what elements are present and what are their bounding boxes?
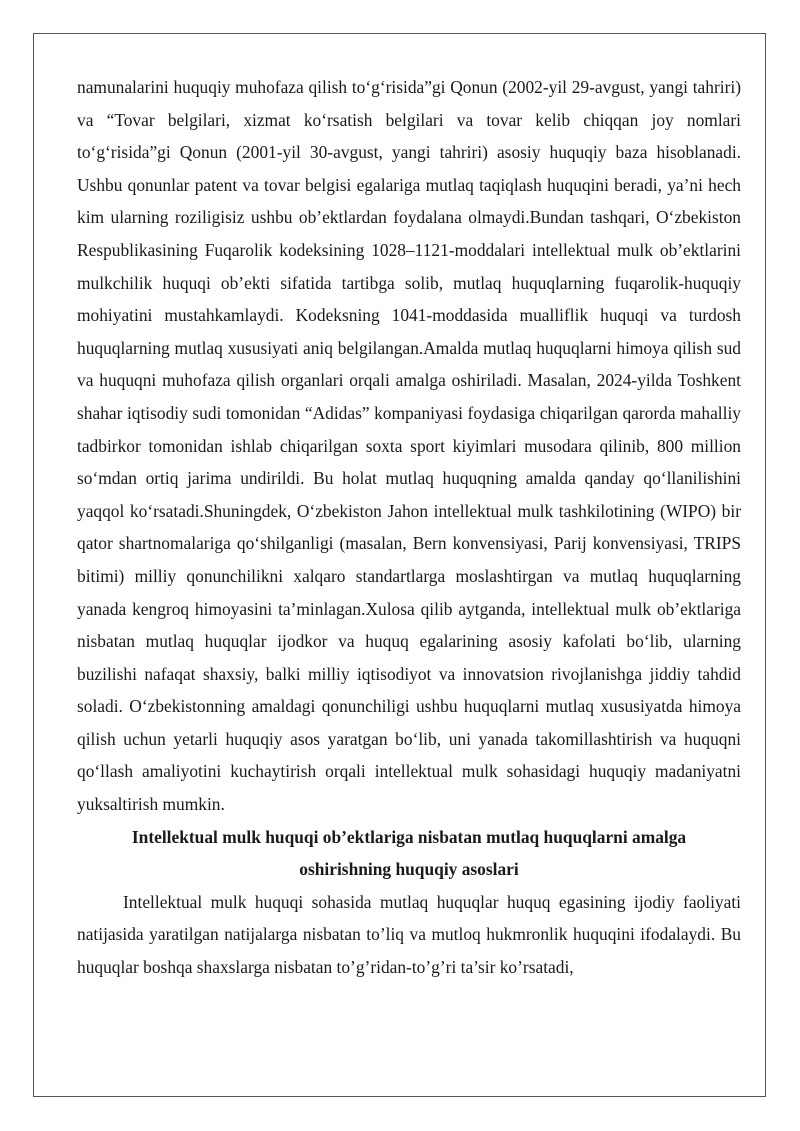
body-paragraph: Intellektual mulk huquqi sohasida mutlaq huquqlar huquq egasining ijodiy faoliyati natijasida yaratilgan natijalarga nisbatan to’liq va mutloq hukmronlik huquqini ifodalaydi. Bu huquqlar boshqa shaxslarga nisbatan to’g’ridan-to’g’ri ta’sir ko’rsatadi,	[77, 891, 741, 978]
body-paragraph: namunalarini huquqiy muhofaza qilish to‘g‘risida”gi Qonun (2002-yil 29-avgust, yangi tahriri) va “Tovar belgilari, xizmat ko‘rsatish belgilari va tovar kelib chiqqan joy nomlari to‘g‘risida”gi Qonun (2001-yil 30-avgust, yangi tahriri) asosiy huquqiy baza hisoblanadi. Ushbu qonunlar patent va tovar belgisi egalariga mutlaq taqiqlash huquqini beradi, ya’ni hech kim ularning roziligisiz ushbu ob’ektlardan foydalana olmaydi.Bundan tashqari, O‘zbekiston Respublikasining Fuqarolik kodeksining 1028–1121-moddalari intellektual mulk ob’ektlarini mulkchilik huquqi ob’ekti sifatida tartibga solib, mutlaq huquqlarning fuqarolik-huquqiy mohiyatini mustahkamlaydi. Kodeksning 1041-moddasida mualliflik huquqi va turdosh huquqlarning mutlaq xususiyati aniq belgilangan.Amalda mutlaq huquqlarni himoya qilish sud va huquqni muhofaza qilish organlari orqali amalga oshiriladi. Masalan, 2024-yilda Toshkent shahar iqtisodiy sudi tomonidan “Adidas” kompaniyasi foydasiga chiqarilgan qarorda mahalliy tadbirkor tomonidan ishlab chiqarilgan soxta sport kiyimlari musodara qilinib, 800 million so‘mdan ortiq jarima undirildi. Bu holat mutlaq huquqning amalda qanday qo‘llanilishini yaqqol ko‘rsatadi.Shuningdek, O‘zbekiston Jahon intellektual mulk tashkilotining (WIPO) bir qator shartnomalariga qo‘shilganligi (masalan, Bern konvensiyasi, Parij konvensiyasi, TRIPS bitimi) milliy qonunchilikni xalqaro standartlarga moslashtirgan va mutlaq huquqlarning yanada kengroq himoyasini ta’minlagan.Xulosa qilib aytganda, intellektual mulk ob’ektlariga nisbatan mutlaq huquqlar ijodkor va huquq egalarining asosiy kafolati bo‘lib, ularning buzilishi nafaqat shaxsiy, balki milliy iqtisodiyot va innovatsion rivojlanishga jiddiy tahdid soladi. O‘zbekistonning amaldagi qonunchiligi ushbu huquqlarni mutlaq xususiyatda himoya qilish uchun yetarli huquqiy asos yaratgan bo‘lib, uni yanada takomillashtirish va huquqni qo‘llash amaliyotini kuchaytirish orqali intellektual mulk sohasidagi huquqiy madaniyatni yuksaltirish mumkin.	[77, 77, 741, 815]
section-heading	[77, 821, 741, 886]
document-body	[77, 71, 741, 984]
section-heading-line-2: oshirishning huquqiy asoslari	[299, 859, 519, 880]
section-heading-line-1: Intellektual mulk huquqi ob’ektlariga nisbatan mutlaq huquqlarni amalga	[131, 826, 687, 847]
